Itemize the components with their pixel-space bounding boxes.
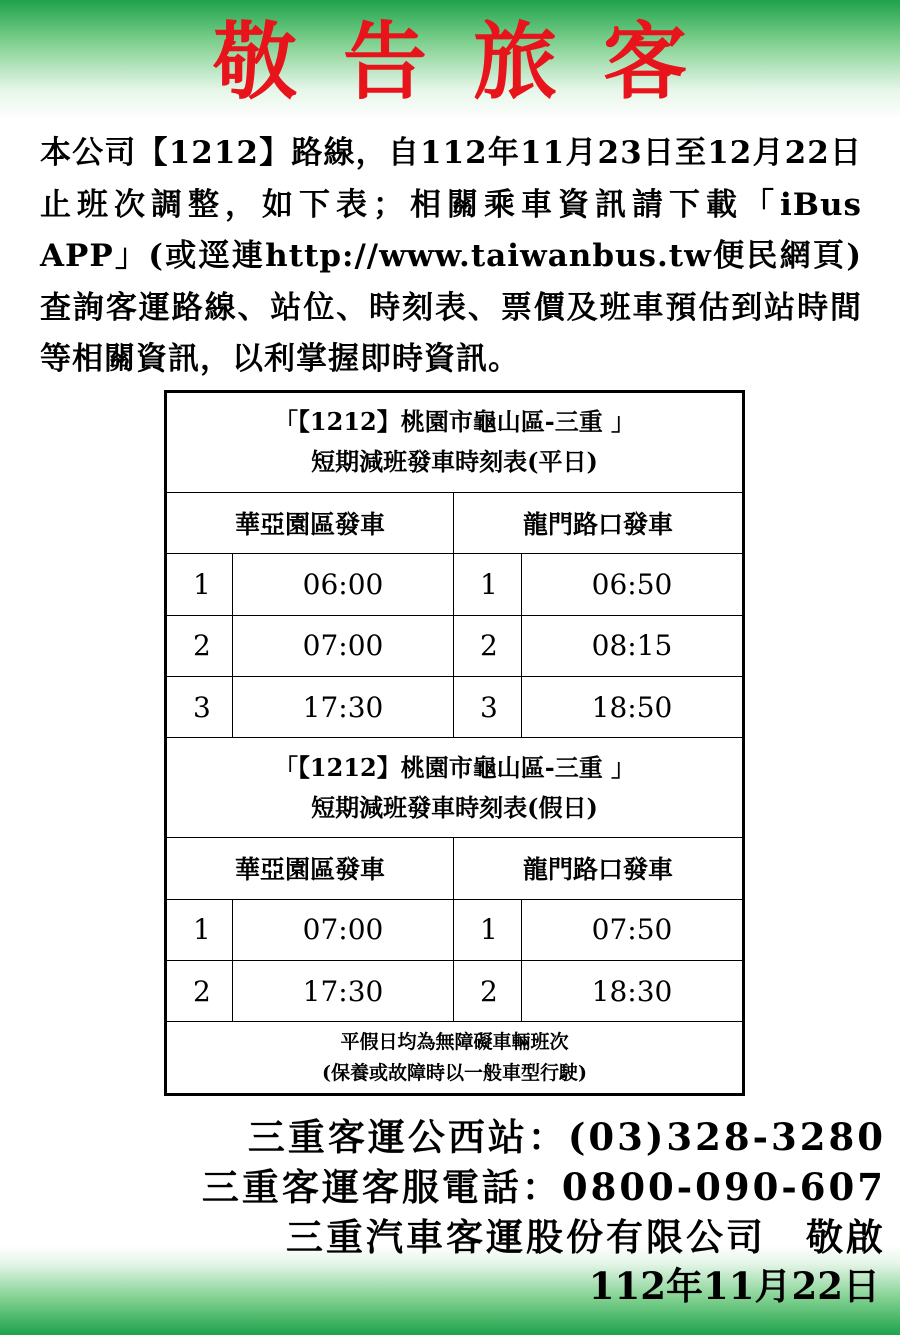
row-number: 3: [454, 676, 522, 737]
row-number: 1: [166, 899, 233, 960]
table-row: [166, 960, 744, 1021]
table-row: [166, 615, 744, 676]
schedule-table: [164, 390, 745, 1096]
departure-time: 07:00: [233, 899, 454, 960]
service-phone: 三重客運客服電話：0800-090-607: [201, 1165, 886, 1209]
weekday-header: [166, 392, 744, 493]
row-number: 1: [166, 554, 233, 615]
row-number: 1: [454, 554, 522, 615]
station-phone: 三重客運公西站：(03)328-3280: [247, 1115, 886, 1159]
row-number: 2: [166, 615, 233, 676]
notice-intro: 本公司【1212】路線，自112年11月23日至12月22日止班次調整，如下表；相關乘車資訊請下載「iBus APP」(或逕連http://www.taiwanbus.tw便民網頁)查詢客運路線、站位、時刻表、票價及班車預估到站時間等相關資訊，以利掌握即時資訊。: [40, 135, 862, 377]
departure-time: 18:30: [522, 960, 744, 1021]
departure-time: 07:50: [522, 899, 744, 960]
departure-time: 17:30: [233, 960, 454, 1021]
holiday-col-right: 龍門路口發車: [454, 838, 744, 899]
accessibility-note: [166, 1022, 744, 1095]
weekday-col-right: 龍門路口發車: [454, 492, 744, 553]
table-row: [166, 676, 744, 737]
holiday-route: 「【1212】桃園市龜山區-三重 」: [273, 752, 636, 782]
notice-title: 敬告旅客: [212, 13, 733, 111]
company-signature: 三重汽車客運股份有限公司 敬啟: [286, 1215, 886, 1259]
row-number: 2: [454, 960, 522, 1021]
table-row: [166, 554, 744, 615]
departure-time: 06:00: [233, 554, 454, 615]
departure-time: 06:50: [522, 554, 744, 615]
table-row: [166, 899, 744, 960]
weekday-route: 「【1212】桃園市龜山區-三重 」: [273, 407, 636, 437]
weekday-col-left: 華亞園區發車: [166, 492, 454, 553]
row-number: 3: [166, 676, 233, 737]
departure-time: 18:50: [522, 676, 744, 737]
note-line-1: 平假日均為無障礙車輛班次: [340, 1030, 569, 1053]
row-number: 1: [454, 899, 522, 960]
departure-time: 08:15: [522, 615, 744, 676]
weekday-subtitle: 短期減班發車時刻表(平日): [311, 447, 598, 477]
row-number: 2: [166, 960, 233, 1021]
holiday-header: [166, 738, 744, 838]
contact-block: [202, 1112, 886, 1262]
holiday-subtitle: 短期減班發車時刻表(假日): [311, 792, 598, 822]
departure-time: 17:30: [233, 676, 454, 737]
notice-date: 112年11月22日: [588, 1264, 880, 1308]
departure-time: 07:00: [233, 615, 454, 676]
note-line-2: (保養或故障時以一般車型行駛): [322, 1061, 587, 1084]
row-number: 2: [454, 615, 522, 676]
holiday-col-left: 華亞園區發車: [166, 838, 454, 899]
